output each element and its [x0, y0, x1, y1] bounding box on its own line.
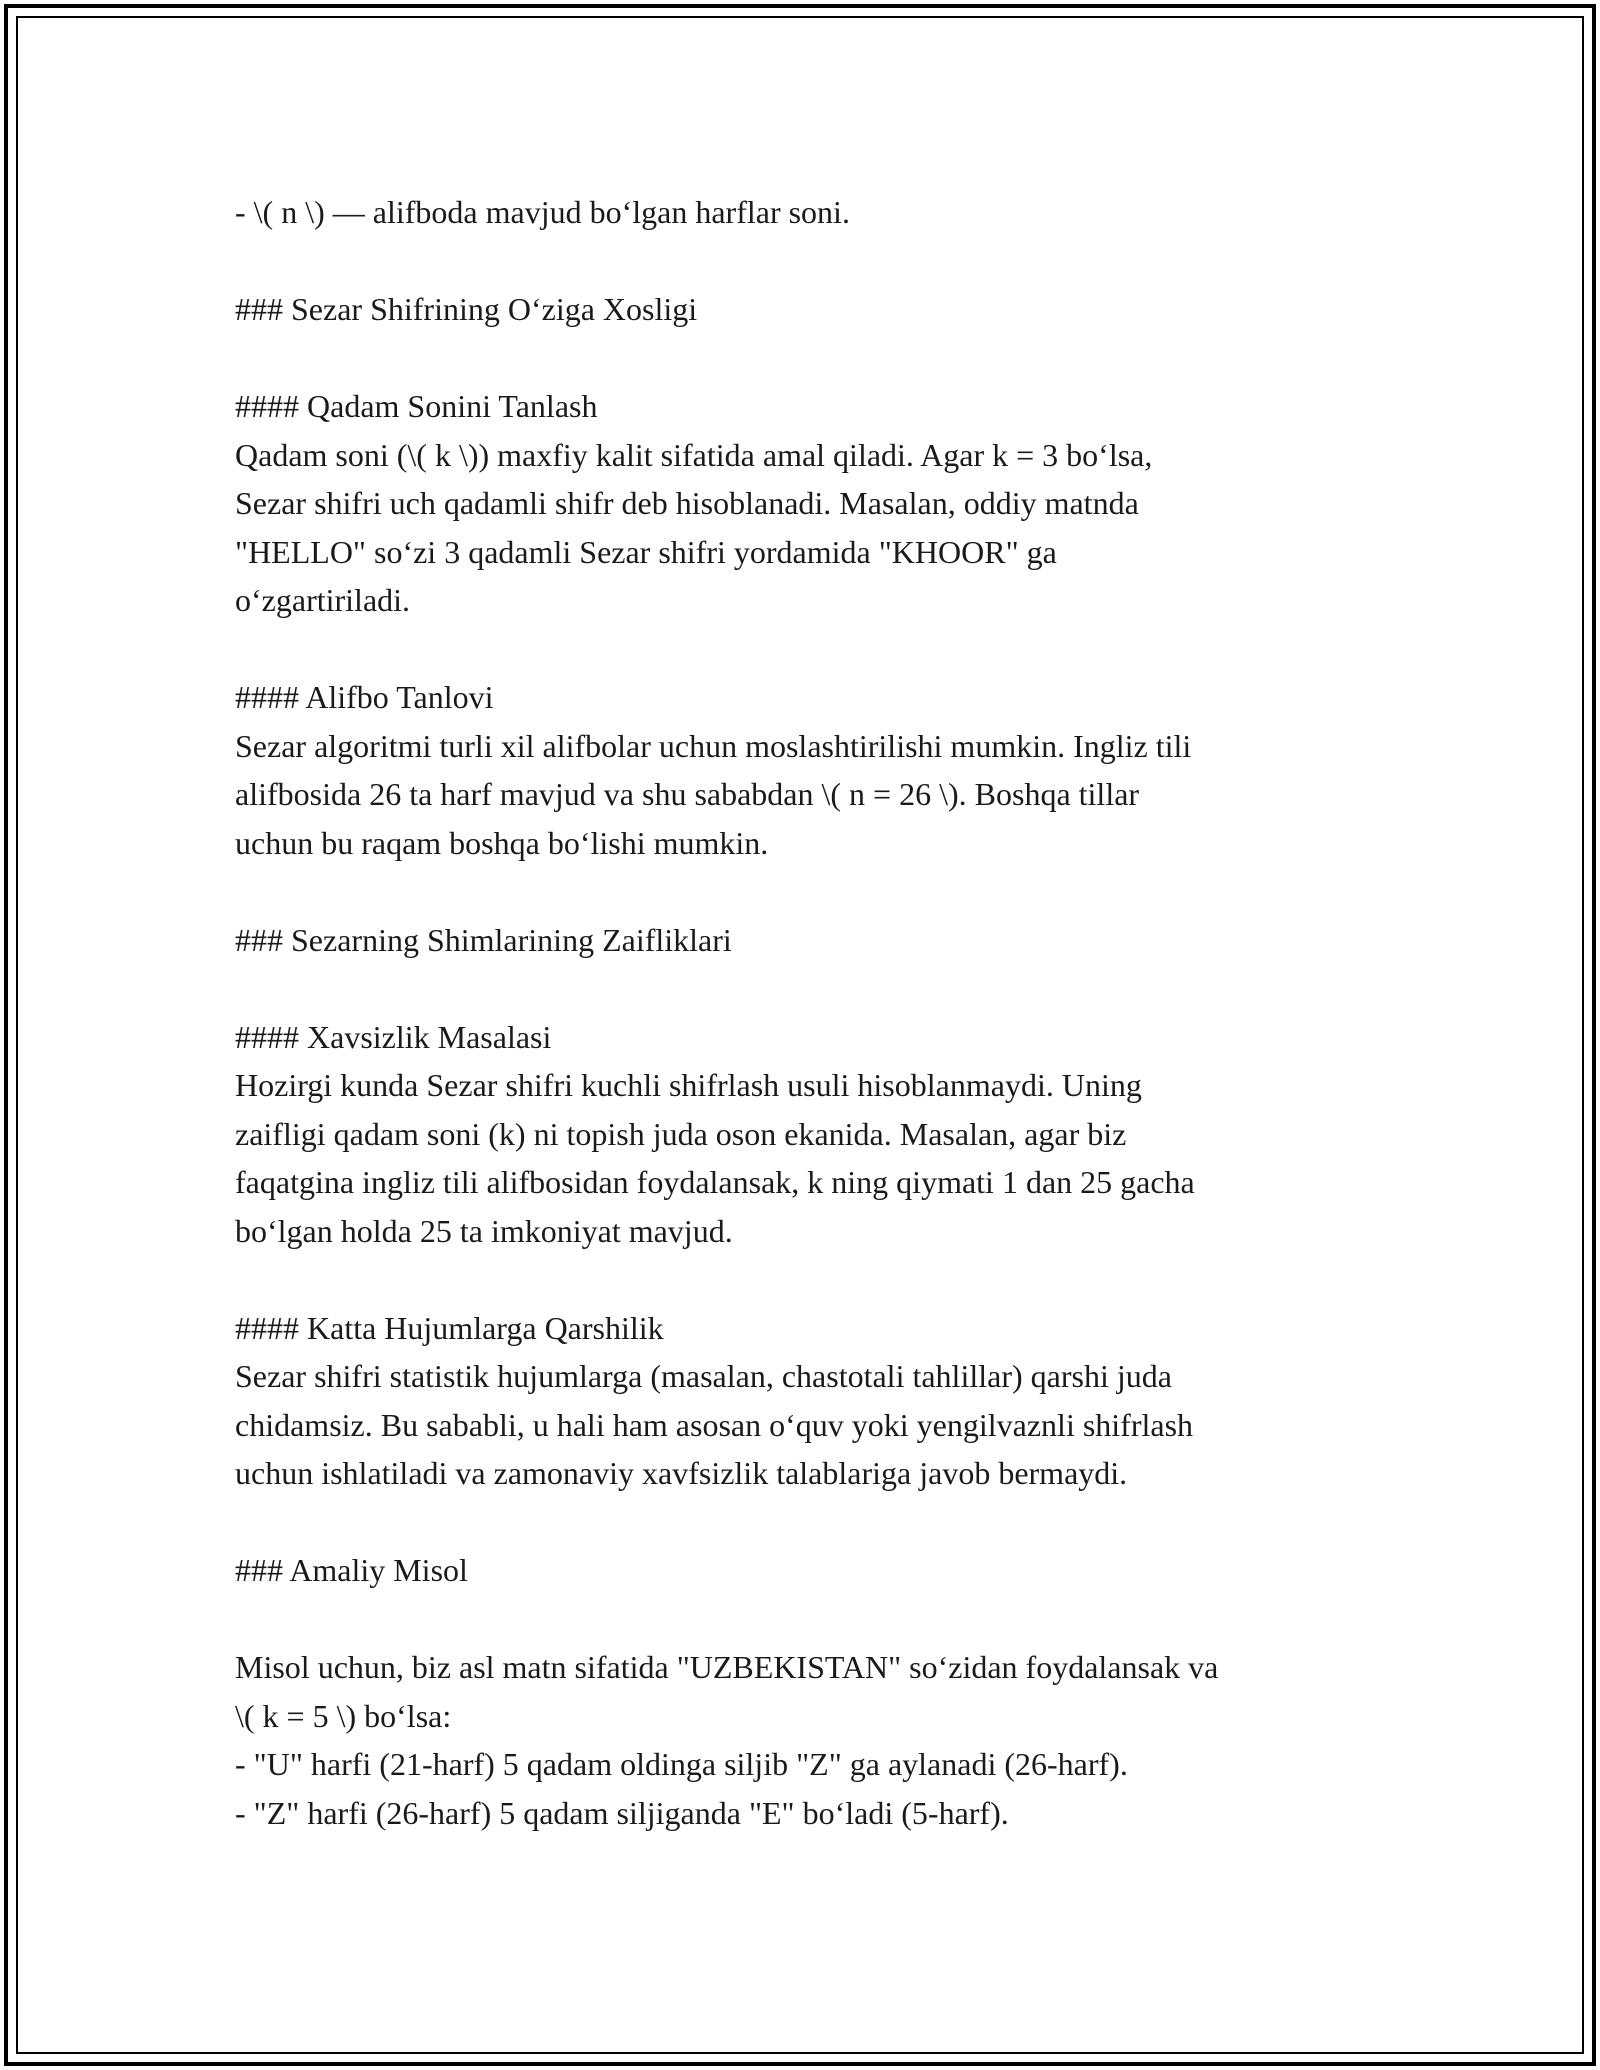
- subheading-katta-hujumlarga-qarshilik: #### Katta Hujumlarga Qarshilik: [235, 1309, 664, 1346]
- paragraph-line: chidamsiz. Bu sababli, u hali ham asosan o‘quv yoki yengilvaznli shifrlash: [235, 1406, 1194, 1443]
- paragraph-line: Sezar shifri statistik hujumlarga (masalan, chastotali tahlillar) qarshi juda: [235, 1358, 1172, 1394]
- paragraph-line: Misol uchun, biz asl matn sifatida "UZBEKISTAN" so‘zidan foydalansak va: [235, 1649, 1219, 1685]
- heading-sezarning-shimlarining-zaifliklari: ### Sezarning Shimlarining Zaifliklari: [235, 921, 732, 958]
- heading-sezar-shifrining-oziga-xosligi: ### Sezar Shifrining O‘ziga Xosligi: [235, 291, 698, 327]
- subheading-alifbo-tanlovi: #### Alifbo Tanlovi: [235, 679, 494, 715]
- paragraph-line: uchun bu raqam boshqa bo‘lishi mumkin.: [235, 824, 769, 861]
- blank-line: [235, 625, 1375, 674]
- heading-amaliy-misol: ### Amaliy Misol: [235, 1552, 468, 1588]
- paragraph-line: o‘zgartiriladi.: [235, 582, 411, 618]
- document-body: [235, 188, 1375, 1837]
- paragraph-line: zaifligi qadam soni (k) ni topish juda oson ekanida. Masalan, agar biz: [235, 1115, 1127, 1152]
- paragraph-line: Hozirgi kunda Sezar shifri kuchli shifrlash usuli hisoblanmaydi. Uning: [235, 1067, 1142, 1103]
- blank-line: [235, 1595, 1375, 1644]
- paragraph-line: "HELLO" so‘zi 3 qadamli Sezar shifri yordamida "KHOOR" ga: [235, 533, 1057, 570]
- paragraph-line: uchun ishlatiladi va zamonaviy xavfsizlik talablariga javob bermaydi.: [235, 1455, 1128, 1491]
- bullet-line-n-definition: - \( n \) — alifboda mavjud bo‘lgan harflar soni.: [235, 194, 850, 230]
- blank-line: [235, 334, 1375, 383]
- subheading-qadam-sonini-tanlash: #### Qadam Sonini Tanlash: [235, 388, 598, 424]
- blank-line: [235, 1255, 1375, 1304]
- paragraph-line: Qadam soni (\( k \)) maxfiy kalit sifatida amal qiladi. Agar k = 3 bo‘lsa,: [235, 436, 1153, 473]
- blank-line: [235, 867, 1375, 916]
- bullet-line-z-example: - "Z" harfi (26-harf) 5 qadam siljiganda "E" bo‘ladi (5-harf).: [235, 1794, 1009, 1831]
- paragraph-line: bo‘lgan holda 25 ta imkoniyat mavjud.: [235, 1212, 733, 1249]
- paragraph-line: Sezar shifri uch qadamli shifr deb hisoblanadi. Masalan, oddiy matnda: [235, 485, 1139, 521]
- paragraph-line: Sezar algoritmi turli xil alifbolar uchun moslashtirilishi mumkin. Ingliz tili: [235, 727, 1192, 764]
- blank-line: [235, 1498, 1375, 1547]
- blank-line: [235, 237, 1375, 286]
- subheading-xavsizlik-masalasi: #### Xavsizlik Masalasi: [235, 1018, 552, 1055]
- paragraph-line: alifbosida 26 ta harf mavjud va shu sababdan \( n = 26 \). Boshqa tillar: [235, 776, 1140, 812]
- paragraph-line: faqatgina ingliz tili alifbosidan foydalansak, k ning qiymati 1 dan 25 gacha: [235, 1164, 1195, 1200]
- blank-line: [235, 964, 1375, 1013]
- bullet-line-u-example: - "U" harfi (21-harf) 5 qadam oldinga siljib "Z" ga aylanadi (26-harf).: [235, 1746, 1128, 1782]
- paragraph-line: \( k = 5 \) bo‘lsa:: [235, 1697, 452, 1734]
